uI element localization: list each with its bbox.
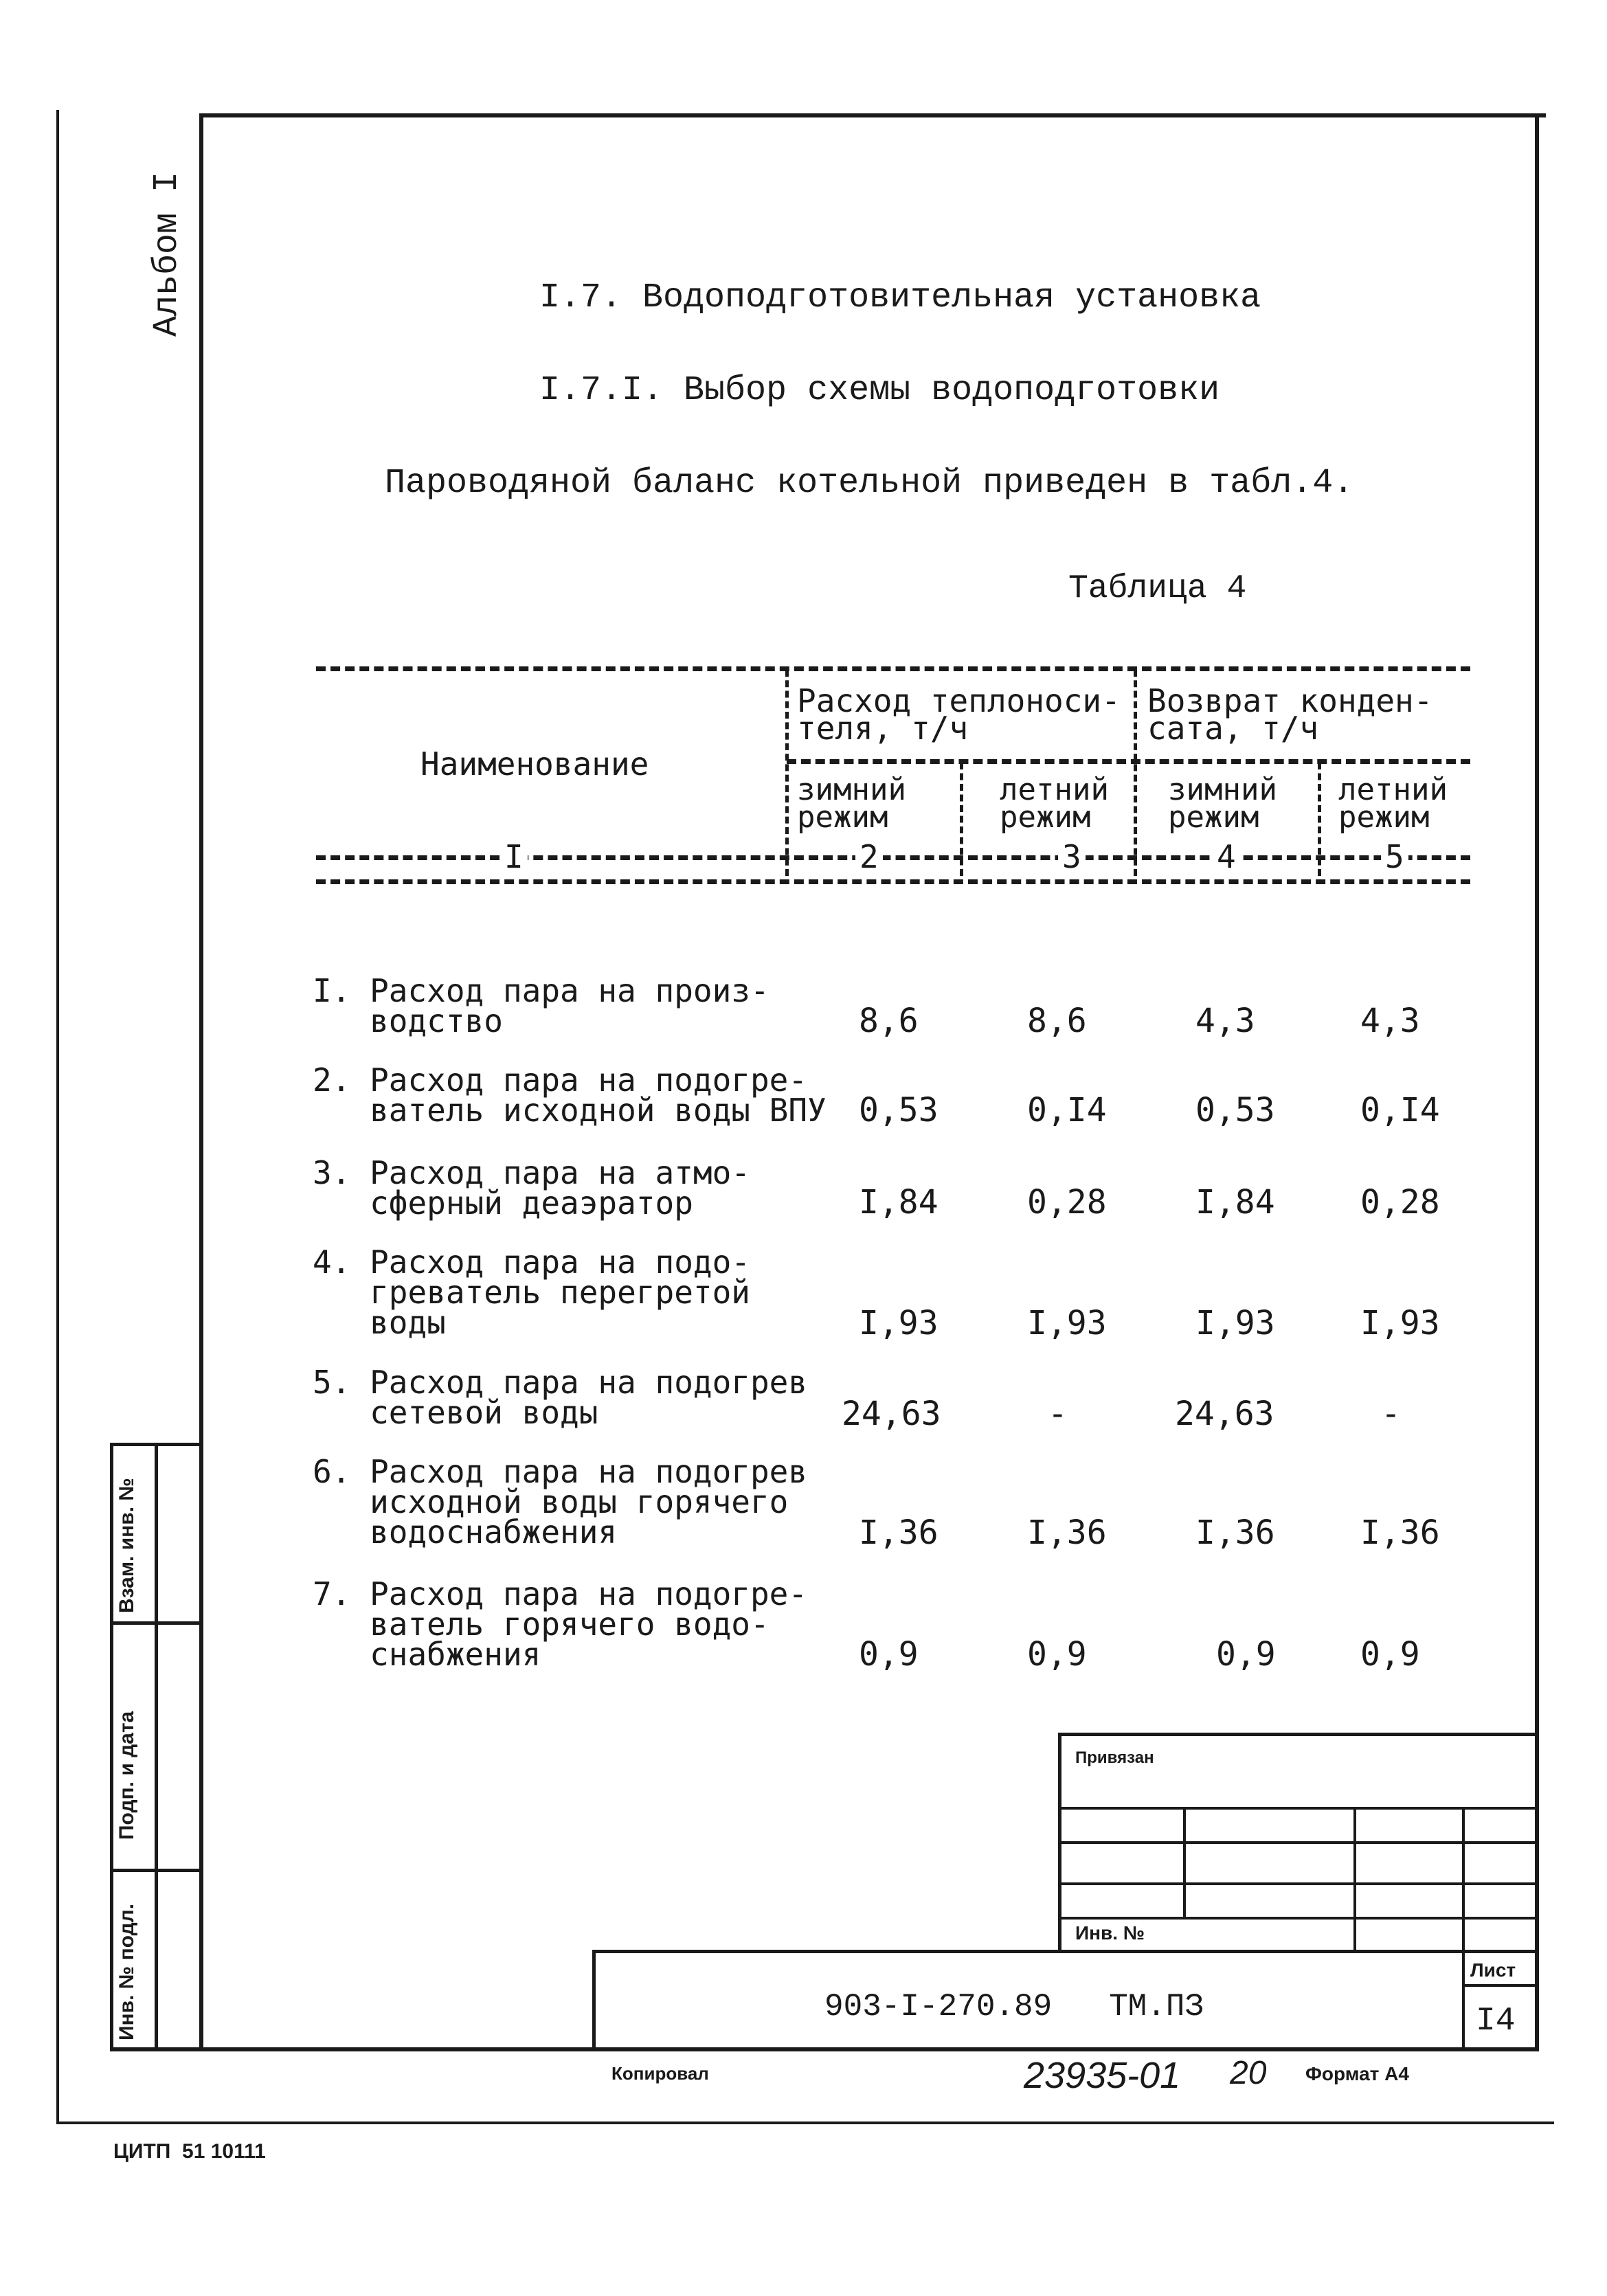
stamp-replace-inv: Взам. инв. № [115,1478,138,1613]
album-label: Альбом I [148,171,187,337]
intro-text: Пароводяной баланс котельной приведен в табл.4. [385,464,1354,503]
col-number-5: 5 [1381,838,1408,875]
handwritten-20: 20 [1230,2055,1267,2091]
group-header-heat-carrier: Расход теплоноси- теля, т/ч [797,682,1121,747]
bottom-page-line [56,2121,1554,2124]
frame-top [199,113,1546,117]
format-label: Формат А4 [1305,2063,1409,2084]
col-number-4: 4 [1213,838,1240,875]
section-title: I.7. Водоподготовительная установка [539,278,1261,317]
group-header-condensate: Возврат конден- сата, т/ч [1147,682,1433,747]
copied-label: Копировал [611,2063,709,2084]
subsection-title: I.7.I. Выбор схемы водоподготовки [539,371,1220,410]
print-mark: ЦИТП 51 10111 [113,2140,266,2163]
stamp-inv-original: Инв. № подл. [115,1903,138,2040]
sheet-number: I4 [1476,2003,1516,2040]
col-name-header: Наименование [420,745,649,783]
privyazan-label: Привязан [1075,1748,1154,1767]
frame-right [1535,113,1539,2051]
stamp-sign-date: Подп. и дата [115,1711,138,1840]
col-number-2: 2 [855,838,883,875]
sub-header-winter-2: зимний режим [1168,772,1277,835]
frame-bottom [110,2047,1539,2051]
left-binding-line [56,110,59,2123]
col-number-1: I [500,838,528,875]
document-code: 903-I-270.89 ТМ.ПЗ [824,1989,1204,2025]
table-caption: Таблица 4 [1068,570,1247,607]
sub-header-summer-1: летний режим [1000,772,1109,835]
sheet-label: Лист [1470,1959,1516,1981]
frame-left [199,113,203,2051]
inv-no-label: Инв. № [1075,1922,1145,1944]
sub-header-summer-2: летний режим [1338,772,1448,835]
handwritten-number: 23935-01 [1024,2055,1181,2096]
col-number-3: 3 [1058,838,1086,875]
document-page: Альбом I Взам. инв. № Подп. и дата Инв. № подл. I.7. Водоподготовительная установка I.7.I. Выбор схемы водоподготовки Пароводяной баланс котельной приведен в табл.4. Таблица 4 Наименование Расход теплоноси- теля, т/ч Возврат конден- сата, т/ч зимний режим летний режим зимний режим летний режим I 2 3 4 5 I. Расход пара на произ- водство 8,6 8,6 4,3 4,3 2. Расход пара на подогре- ватель исходной воды ВПУ 0,53 0,I4 0,53 0,I4 3. Расход пара на атмо- сферный деаэратор I,84 0,28 I,84 0,28 4. Расход пара на подо- греватель перегретой воды I,93 I,93 I,93 I,93 5. Расход пара на подогрев сетевой воды 24,63 - 24,63 - 6. Расход пара на подогрев исходной воды горячего водоснабжения I,36 I,36 I,36 I,36 7. Расход пара на подогре- ватель горячего водо- снабжения 0,9 0,9 0,9 0,9 Привязан Инв. № 903-I-270.89 ТМ.ПЗ Лист I4 Копировал 23935-01 20 Формат А4 ЦИТП 51 10111 [0,0,1607,2296]
sub-header-winter-1: зимний режим [797,772,906,835]
